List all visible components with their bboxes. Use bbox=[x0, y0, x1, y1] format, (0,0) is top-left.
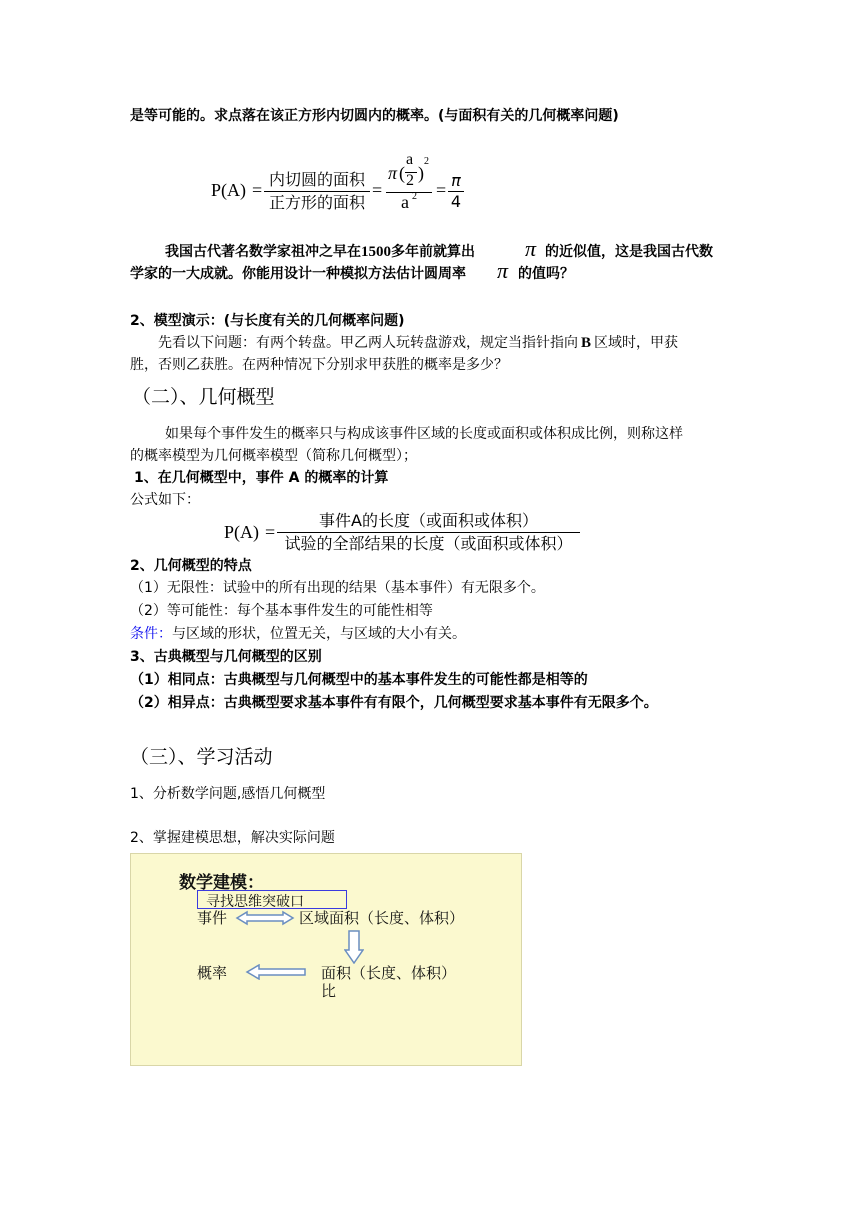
pi-text-3: 的近似值，这是我国古代数 bbox=[545, 244, 713, 260]
down-arrow-icon bbox=[344, 930, 364, 964]
pi-text-4: 学家的一大成就。你能用设计一种模拟方法估计圆周率 bbox=[130, 266, 466, 282]
formula2-den: 试验的全部结果的长度（或面积或体积） bbox=[284, 534, 573, 553]
model-demo-line1-end: 区域时，甲获 bbox=[594, 335, 679, 351]
double-arrow-icon bbox=[235, 910, 295, 926]
intro-line: 是等可能的。求点落在该正方形内切圆内的概率。(与面积有关的几何概率问题) bbox=[130, 108, 619, 124]
formula-label: 公式如下： bbox=[130, 492, 200, 508]
formula1-eq3: = bbox=[436, 180, 447, 200]
pi-text-1: 我国古代著名数学家祖冲之早在 bbox=[165, 244, 361, 260]
section3-item2: 2、掌握建模思想，解决实际问题 bbox=[130, 830, 335, 846]
formula1-num: 内切圆的面积 bbox=[268, 170, 365, 189]
formula2-num: 事件A的长度（或面积或体积） bbox=[319, 511, 538, 530]
condition-label: 条件： bbox=[130, 626, 172, 642]
model-demo-heading: 2、模型演示：(与长度有关的几何概率问题) bbox=[130, 313, 405, 329]
formula1-eq2: = bbox=[372, 180, 383, 200]
formula1-exp: 2 bbox=[424, 156, 429, 167]
formula1-den: 正方形的面积 bbox=[268, 193, 365, 212]
formula1-paren-close: ) bbox=[418, 163, 424, 183]
item3-2: （2）相异点：古典概型要求基本事件有有限个，几何概型要求基本事件有无限多个。 bbox=[130, 695, 658, 711]
formula1-den-a: a bbox=[401, 192, 409, 212]
breakthrough-label: 寻找思维突破口 bbox=[206, 894, 304, 910]
event-label: 事件 bbox=[197, 909, 228, 927]
formula1-main-fraction bbox=[264, 169, 370, 214]
probability-label: 概率 bbox=[197, 964, 228, 982]
model-demo-line2: 胜，否则乙获胜。在两种情况下分别求甲获胜的概率是多少？ bbox=[130, 357, 508, 373]
item2-1: （1）无限性：试验中的所有出现的结果（基本事件）有无限多个。 bbox=[130, 580, 545, 596]
region-area-label: 区域面积（长度、体积） bbox=[299, 909, 465, 927]
formula1-a-num: a bbox=[406, 151, 414, 168]
diagram-title: 数学建模： bbox=[179, 873, 264, 893]
section3-item1: 1、分析数学问题,感悟几何概型 bbox=[130, 786, 326, 802]
left-arrow-icon bbox=[245, 964, 307, 980]
pi-text-5: 的值吗？ bbox=[518, 266, 574, 282]
definition-line1: 如果每个事件发生的概率只与构成该事件区域的长度或面积或体积成比例，则称这样 bbox=[165, 426, 683, 442]
formula2-eq: = bbox=[265, 522, 276, 542]
definition-line2: 的概率模型为几何概率模型（简称几何概型）； bbox=[130, 448, 417, 464]
item2-2: （2）等可能性：每个基本事件发生的可能性相等 bbox=[130, 603, 433, 619]
section2-title: （二）、几何概型 bbox=[132, 386, 275, 408]
condition-line bbox=[130, 624, 466, 644]
formula1-paren-open: ( bbox=[399, 163, 405, 183]
formula1-pi: π bbox=[388, 163, 398, 183]
pi-text-year: 1500 bbox=[361, 244, 391, 260]
math-modeling-diagram bbox=[130, 853, 522, 1066]
pi-paragraph-line1 bbox=[165, 242, 475, 262]
section3-title: （三）、学习活动 bbox=[130, 746, 273, 768]
formula1-lhs: P(A) bbox=[211, 180, 246, 200]
formula2-fraction bbox=[277, 510, 580, 555]
formula1-res-den: 4 bbox=[450, 192, 462, 211]
condition-text: 与区域的形状，位置无关，与区域的大小有关。 bbox=[172, 626, 466, 642]
pi-symbol-1: π bbox=[525, 236, 537, 261]
fraction-bar-2 bbox=[386, 192, 432, 193]
item2: 2、几何概型的特点 bbox=[130, 558, 252, 574]
item1: 1、在几何概型中，事件 A 的概率的计算 bbox=[134, 470, 389, 486]
formula1-den-exp: 2 bbox=[412, 191, 417, 202]
model-demo-line1 bbox=[158, 333, 678, 353]
formula2-lhs: P(A) bbox=[224, 522, 259, 542]
model-demo-line1-text: 先看以下问题：有两个转盘。甲乙两人玩转盘游戏，规定当指针指向 bbox=[158, 335, 578, 351]
region-b: B bbox=[581, 335, 592, 351]
area-ratio-label-line2: 比 bbox=[321, 982, 337, 1000]
pi-text-2: 多年前就算出 bbox=[391, 244, 475, 260]
pi-paragraph-line2 bbox=[130, 264, 466, 284]
pi-symbol-2: π bbox=[497, 258, 509, 283]
formula1-result bbox=[448, 171, 464, 212]
formula1-a-den: 2 bbox=[406, 172, 414, 189]
item3-1: （1）相同点：古典概型与几何概型中的基本事件发生的可能性都是相等的 bbox=[130, 672, 588, 688]
item3: 3、古典概型与几何概型的区别 bbox=[130, 649, 322, 665]
formula1-eq1: = bbox=[252, 180, 263, 200]
formula1-res-num: π bbox=[451, 171, 461, 190]
area-ratio-label-line1: 面积（长度、体积） bbox=[321, 964, 457, 982]
